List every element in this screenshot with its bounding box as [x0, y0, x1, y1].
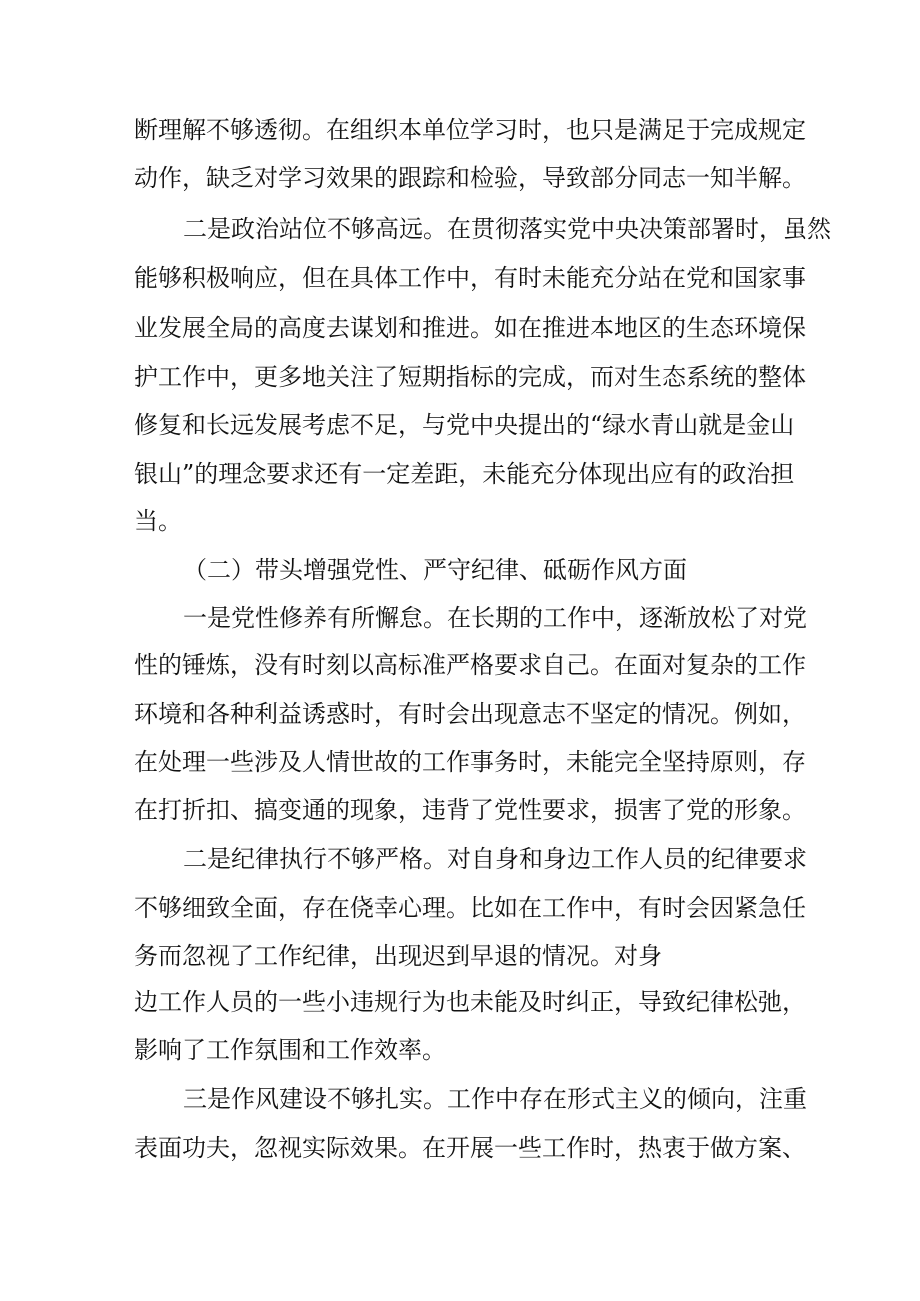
text-line: 当。 — [134, 507, 182, 535]
text-line: 表面功夫，忽视实际效果。在开展一些工作时，热衷于做方案、 — [134, 1134, 806, 1162]
text-line: 在打折扣、搞变通的现象，违背了党性要求，损害了党的形象。 — [134, 796, 806, 824]
text-line: 能够积极响应，但在具体工作中，有时未能充分站在党和国家事 — [134, 264, 806, 292]
text-line: 二是政治站位不够高远。在贯彻落实党中央决策部署时，虽然 — [183, 215, 831, 243]
text-line: 不够细致全面，存在侥幸心理。比如在工作中，有时会因紧急任 — [134, 894, 806, 922]
text-line: 一是党性修养有所懈怠。在长期的工作中，逐渐放松了对党 — [183, 604, 807, 632]
text-line: 二是纪律执行不够严格。对自身和身边工作人员的纪律要求 — [183, 845, 807, 873]
text-line: 动作，缺乏对学习效果的跟踪和检验，导致部分同志一知半解。 — [134, 164, 806, 192]
text-line: 边工作人员的一些小违规行为也未能及时纠正，导致纪律松弛， — [134, 988, 806, 1016]
text-line: 业发展全局的高度去谋划和推进。如在推进本地区的生态环境保 — [134, 314, 806, 342]
text-line: 护工作中，更多地关注了短期指标的完成，而对生态系统的整体 — [134, 363, 806, 391]
section-heading: （二）带头增强党性、严守纪律、砥砺作风方面 — [183, 556, 687, 584]
text-line: 银山”的理念要求还有一定差距，未能充分体现出应有的政治担 — [134, 460, 795, 488]
text-line: 在处理一些涉及人情世故的工作事务时，未能完全坚持原则，存 — [134, 748, 806, 776]
text-line: 三是作风建设不够扎实。工作中存在形式主义的倾向，注重 — [183, 1085, 807, 1113]
text-line: 务而忽视了工作纪律，出现迟到早退的情况。对身 — [134, 942, 662, 970]
text-line: 断理解不够透彻。在组织本单位学习时，也只是满足于完成规定 — [134, 116, 806, 144]
text-line: 环境和各种利益诱惑时，有时会出现意志不坚定的情况。例如， — [134, 700, 806, 728]
text-line: 修复和长远发展考虑不足，与党中央提出的“绿水青山就是金山 — [134, 411, 795, 439]
text-line: 性的锤炼，没有时刻以高标准严格要求自己。在面对复杂的工作 — [134, 651, 806, 679]
text-line: 影响了工作氛围和工作效率。 — [134, 1036, 446, 1064]
